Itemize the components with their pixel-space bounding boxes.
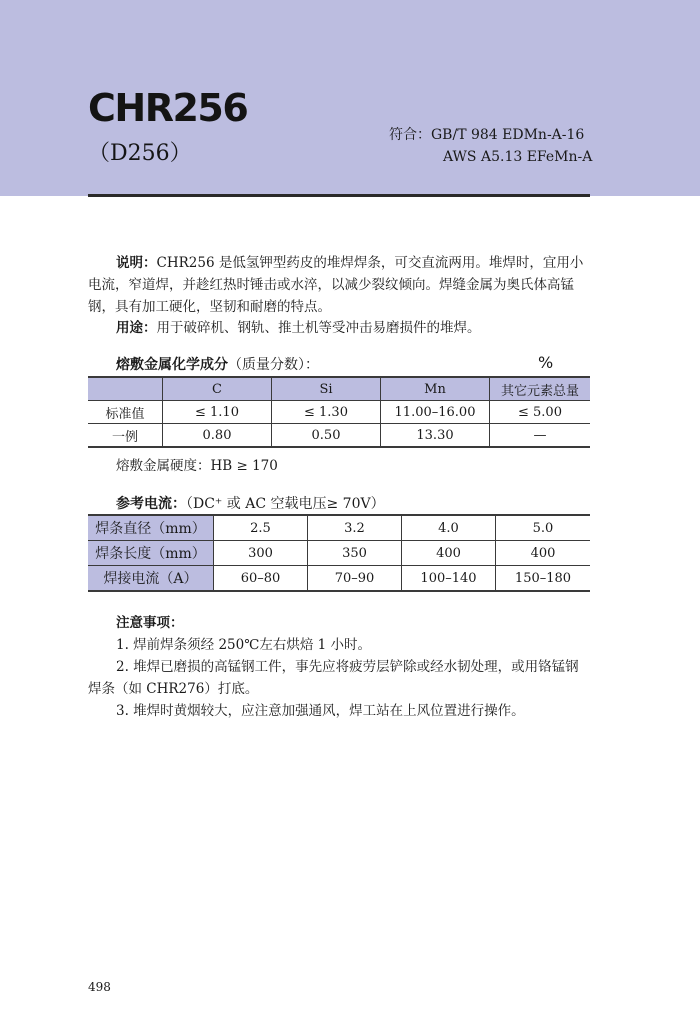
table-row: [88, 566, 590, 592]
current-heading: [116, 493, 385, 513]
table-row-label: 焊条长度（mm）: [88, 541, 214, 566]
conformity-standards: [389, 124, 592, 168]
page-number: 498: [88, 980, 111, 994]
table-row: [88, 401, 590, 424]
notes-title: 注意事项：: [116, 615, 184, 631]
note-item: 1. 焊前焊条须经 250℃左右烘焙 1 小时。: [116, 637, 372, 653]
table-cell: ≤ 1.10: [163, 401, 272, 424]
usage-paragraph: [88, 317, 590, 339]
standard-gb: GB/T 984 EDMn-A-16: [431, 127, 585, 143]
table-header-cell: 其它元素总量: [490, 377, 591, 401]
composition-table: [88, 376, 590, 448]
header-rule: [88, 194, 590, 197]
composition-title: 熔敷金属化学成分: [116, 357, 228, 373]
usage-label: 用途：: [116, 320, 157, 336]
table-cell: 标准值: [88, 401, 163, 424]
table-header-cell: [88, 377, 163, 401]
composition-unit: %: [538, 353, 554, 372]
table-cell: 4.0: [402, 515, 496, 541]
note-item: 3. 堆焊时黄烟较大，应注意加强通风，焊工站在上风位置进行操作。: [116, 703, 525, 719]
table-cell: ≤ 1.30: [272, 401, 381, 424]
table-cell: 3.2: [308, 515, 402, 541]
table-header-row: [88, 377, 590, 401]
table-row-label: 焊接电流（A）: [88, 566, 214, 592]
product-title: CHR256: [88, 86, 248, 130]
table-cell: 300: [214, 541, 308, 566]
table-header-cell: C: [163, 377, 272, 401]
description-paragraph: [88, 252, 590, 318]
table-cell: 150–180: [496, 566, 591, 592]
description-label: 说明：: [116, 255, 157, 271]
table-row: [88, 424, 590, 448]
table-cell: 11.00–16.00: [381, 401, 490, 424]
product-subtitle: （D256）: [88, 141, 192, 166]
table-cell: 0.80: [163, 424, 272, 448]
table-cell: 一例: [88, 424, 163, 448]
usage-text: 用于破碎机、钢轨、推土机等受冲击易磨损件的堆焊。: [156, 320, 481, 336]
table-cell: 400: [496, 541, 591, 566]
table-cell: 70–90: [308, 566, 402, 592]
table-cell: 5.0: [496, 515, 591, 541]
notes-section: [88, 612, 590, 722]
table-cell: 60–80: [214, 566, 308, 592]
conform-label: 符合：: [389, 127, 431, 143]
description-text: CHR256 是低氢钾型药皮的堆焊焊条，可交直流两用。堆焊时，宜用小电流，窄道焊，并趁红热时锤击或水淬，以减少裂纹倾向。焊缝金属为奥氏体高锰钢，具有加工硬化，坚韧和耐磨的特点。: [88, 255, 584, 315]
table-cell: 13.30: [381, 424, 490, 448]
current-condition: （DC⁺ 或 AC 空载电压≥ 70V）: [186, 496, 385, 512]
table-cell: 400: [402, 541, 496, 566]
current-table: [88, 514, 590, 592]
table-header-cell: Mn: [381, 377, 490, 401]
composition-heading: [116, 354, 319, 374]
table-row-label: 焊条直径（mm）: [88, 515, 214, 541]
table-cell: 0.50: [272, 424, 381, 448]
table-cell: 100–140: [402, 566, 496, 592]
note-item: 2. 堆焊已磨损的高锰钢工件，事先应将疲劳层铲除或经水韧处理，或用铬锰钢焊条（如 CHR276）打底。: [88, 659, 579, 697]
table-cell: —: [490, 424, 591, 448]
current-title: 参考电流：: [116, 496, 186, 512]
table-cell: 350: [308, 541, 402, 566]
composition-title-suffix: （质量分数）：: [228, 357, 319, 373]
table-cell: 2.5: [214, 515, 308, 541]
hardness-note: 熔敷金属硬度：HB ≥ 170: [116, 458, 278, 474]
table-header-cell: Si: [272, 377, 381, 401]
table-row: [88, 541, 590, 566]
table-cell: ≤ 5.00: [490, 401, 591, 424]
standard-aws: AWS A5.13 EFeMn-A: [443, 149, 593, 165]
table-row: [88, 515, 590, 541]
